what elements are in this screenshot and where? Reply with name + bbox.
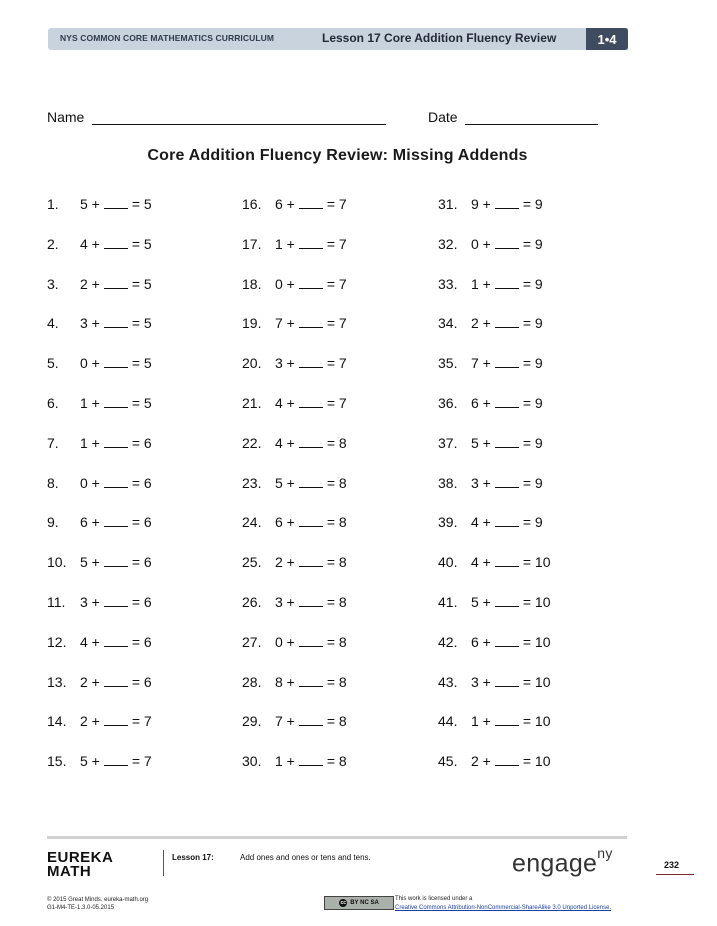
problem-number: 43. <box>438 673 458 690</box>
answer-blank[interactable] <box>299 315 323 328</box>
problem-equation <box>275 674 347 690</box>
problem-equation <box>471 475 543 491</box>
answer-blank[interactable] <box>104 713 128 726</box>
page-number-underline <box>656 874 694 875</box>
answer-blank[interactable] <box>495 594 519 607</box>
sum: = 7 <box>326 235 347 252</box>
answer-blank[interactable] <box>299 634 323 647</box>
addend: 1 + <box>80 395 100 411</box>
answer-blank[interactable] <box>299 594 323 607</box>
answer-blank[interactable] <box>299 355 323 368</box>
problem-number: 33. <box>438 275 458 292</box>
problem-number: 19. <box>242 315 262 332</box>
problem-number: 27. <box>242 633 262 650</box>
answer-blank[interactable] <box>495 276 519 289</box>
addend: 2 + <box>80 673 100 690</box>
answer-blank[interactable] <box>299 435 323 448</box>
addend: 5 + <box>471 594 491 610</box>
sum: = 9 <box>522 355 543 372</box>
answer-blank[interactable] <box>104 674 128 687</box>
problem-equation <box>471 554 551 570</box>
problem-equation <box>80 713 152 729</box>
sum: = 8 <box>326 673 347 690</box>
problem-number: 16. <box>242 196 262 212</box>
copyright-line-1: © 2015 Great Minds. eureka-math.org <box>47 897 149 903</box>
problem-equation <box>275 315 347 331</box>
problem-equation <box>275 355 347 371</box>
sum: = 10 <box>522 673 551 690</box>
sum: = 6 <box>131 554 152 571</box>
addend: 2 + <box>275 554 295 571</box>
sum: = 7 <box>326 315 347 332</box>
sum: = 8 <box>326 554 347 571</box>
problem-number: 30. <box>242 753 262 770</box>
footer-lesson-label: Lesson 17: <box>172 853 214 862</box>
problem-number: 35. <box>438 355 458 372</box>
addend: 4 + <box>80 633 100 650</box>
problem-equation <box>275 554 347 570</box>
problem-number: 40. <box>438 554 458 571</box>
addend: 5 + <box>275 474 295 491</box>
answer-blank[interactable] <box>104 395 128 408</box>
sum: = 7 <box>131 713 152 730</box>
module-badge: 1•4 <box>586 28 628 50</box>
answer-blank[interactable] <box>495 713 519 726</box>
problem-number: 34. <box>438 315 458 332</box>
sum: = 10 <box>522 633 551 650</box>
answer-blank[interactable] <box>299 276 323 289</box>
sum: = 6 <box>131 514 152 531</box>
sum: = 9 <box>522 196 543 212</box>
sum: = 6 <box>131 673 152 690</box>
page-number: 232 <box>664 860 680 870</box>
answer-blank[interactable] <box>495 554 519 567</box>
problem-number: 18. <box>242 275 262 292</box>
problem-number: 26. <box>242 594 262 610</box>
date-label: Date <box>428 109 458 125</box>
problem-number: 29. <box>242 713 262 730</box>
addend: 1 + <box>275 235 295 252</box>
footer-topic: Add ones and ones or tens and tens. <box>240 853 371 862</box>
sum: = 9 <box>522 474 543 491</box>
addend: 6 + <box>275 514 295 531</box>
problem-equation <box>471 276 543 292</box>
addend: 7 + <box>275 713 295 730</box>
addend: 9 + <box>471 196 491 212</box>
addend: 2 + <box>471 315 491 332</box>
answer-blank[interactable] <box>104 475 128 488</box>
sum: = 5 <box>131 315 152 332</box>
problem-number: 10. <box>47 554 67 571</box>
logo-line-2: MATH <box>47 863 92 880</box>
problem-number: 44. <box>438 713 458 730</box>
answer-blank[interactable] <box>495 475 519 488</box>
addend: 2 + <box>80 275 100 292</box>
logo-line-1: EUREKA <box>47 849 114 866</box>
problem-number: 22. <box>242 434 262 451</box>
problem-equation <box>80 196 152 212</box>
problem-equation <box>80 514 152 530</box>
sum: = 5 <box>131 355 152 372</box>
problem-number: 41. <box>438 594 458 610</box>
answer-blank[interactable] <box>104 196 128 209</box>
problem-number: 25. <box>242 554 262 571</box>
curriculum-label: NYS COMMON CORE MATHEMATICS CURRICULUM <box>60 33 275 43</box>
sum: = 8 <box>326 474 347 491</box>
sum: = 10 <box>522 713 551 730</box>
sum: = 8 <box>326 713 347 730</box>
addend: 3 + <box>275 594 295 610</box>
answer-blank[interactable] <box>299 196 323 209</box>
sum: = 7 <box>326 275 347 292</box>
engageny-logo <box>512 845 613 878</box>
problem-number: 12. <box>47 633 67 650</box>
problem-number: 36. <box>438 395 458 411</box>
ny-text: ny <box>597 845 613 861</box>
addend: 3 + <box>471 673 491 690</box>
addend: 1 + <box>80 434 100 451</box>
sum: = 8 <box>326 514 347 531</box>
engage-text: engage <box>512 849 598 878</box>
sum: = 6 <box>131 594 152 610</box>
problem-equation <box>80 753 152 769</box>
problem-equation <box>80 395 152 411</box>
problem-number: 21. <box>242 395 262 411</box>
problem-number: 38. <box>438 474 458 491</box>
answer-blank[interactable] <box>495 355 519 368</box>
problem-equation <box>471 753 551 769</box>
answer-blank[interactable] <box>495 395 519 408</box>
sum: = 7 <box>131 753 152 770</box>
problem-equation <box>471 594 551 610</box>
answer-blank[interactable] <box>299 236 323 249</box>
problem-equation <box>275 196 347 212</box>
sum: = 5 <box>131 196 152 212</box>
answer-blank[interactable] <box>104 236 128 249</box>
sum: = 7 <box>326 355 347 372</box>
problem-number: 17. <box>242 235 262 252</box>
answer-blank[interactable] <box>495 634 519 647</box>
sum: = 6 <box>131 633 152 650</box>
problem-equation <box>275 276 347 292</box>
addend: 6 + <box>80 514 100 531</box>
problem-number: 14. <box>47 713 67 730</box>
answer-blank[interactable] <box>299 753 323 766</box>
problem-equation <box>471 514 543 530</box>
answer-blank[interactable] <box>495 236 519 249</box>
problem-number: 32. <box>438 235 458 252</box>
problem-number: 3. <box>47 275 59 292</box>
sum: = 8 <box>326 753 347 770</box>
addend: 5 + <box>80 196 100 212</box>
problem-number: 2. <box>47 235 59 252</box>
answer-blank[interactable] <box>104 435 128 448</box>
sum: = 8 <box>326 594 347 610</box>
problem-equation <box>80 276 152 292</box>
answer-blank[interactable] <box>299 475 323 488</box>
problem-equation <box>275 395 347 411</box>
problem-equation <box>80 634 152 650</box>
addend: 7 + <box>275 315 295 332</box>
problem-number: 9. <box>47 514 59 531</box>
copyright <box>47 896 148 912</box>
answer-blank[interactable] <box>495 315 519 328</box>
date-field[interactable] <box>465 124 598 125</box>
problem-number: 4. <box>47 315 59 332</box>
problem-number: 13. <box>47 673 67 690</box>
problem-equation <box>471 355 543 371</box>
problem-equation <box>471 395 543 411</box>
problem-number: 1. <box>47 196 59 212</box>
sum: = 10 <box>522 554 551 571</box>
problem-equation <box>275 514 347 530</box>
lesson-title: Lesson 17 Core Addition Fluency Review <box>322 31 557 45</box>
addend: 7 + <box>471 355 491 372</box>
answer-blank[interactable] <box>299 395 323 408</box>
addend: 2 + <box>471 753 491 770</box>
addend: 4 + <box>80 235 100 252</box>
addend: 3 + <box>471 474 491 491</box>
answer-blank[interactable] <box>299 674 323 687</box>
sum: = 9 <box>522 235 543 252</box>
answer-blank[interactable] <box>104 554 128 567</box>
sum: = 5 <box>131 275 152 292</box>
problem-equation <box>471 713 551 729</box>
sum: = 9 <box>522 434 543 451</box>
addend: 3 + <box>80 594 100 610</box>
addend: 5 + <box>80 753 100 770</box>
addend: 0 + <box>471 235 491 252</box>
answer-blank[interactable] <box>495 196 519 209</box>
answer-blank[interactable] <box>104 514 128 527</box>
answer-blank[interactable] <box>104 315 128 328</box>
problem-number: 7. <box>47 434 59 451</box>
problem-equation <box>80 355 152 371</box>
problem-equation <box>275 753 347 769</box>
problem-equation <box>80 236 152 252</box>
sum: = 5 <box>131 395 152 411</box>
addend: 6 + <box>471 395 491 411</box>
problem-equation <box>80 594 152 610</box>
problem-equation <box>275 594 347 610</box>
problem-number: 31. <box>438 196 458 212</box>
addend: 0 + <box>80 355 100 372</box>
license-link[interactable]: Creative Commons Attribution-NonCommercial-ShareAlike 3.0 Unported License. <box>395 905 612 911</box>
problem-number: 23. <box>242 474 262 491</box>
problem-number: 37. <box>438 434 458 451</box>
problem-number: 15. <box>47 753 67 770</box>
problem-equation <box>80 674 152 690</box>
answer-blank[interactable] <box>104 276 128 289</box>
sum: = 7 <box>326 395 347 411</box>
name-field[interactable] <box>92 124 386 125</box>
answer-blank[interactable] <box>495 514 519 527</box>
problem-number: 42. <box>438 633 458 650</box>
addend: 6 + <box>471 633 491 650</box>
answer-blank[interactable] <box>299 713 323 726</box>
sum: = 5 <box>131 235 152 252</box>
answer-blank[interactable] <box>104 634 128 647</box>
problem-equation <box>471 315 543 331</box>
problem-equation <box>471 196 543 212</box>
problem-number: 24. <box>242 514 262 531</box>
addend: 3 + <box>275 355 295 372</box>
answer-blank[interactable] <box>104 355 128 368</box>
addend: 0 + <box>80 474 100 491</box>
problem-equation <box>275 475 347 491</box>
sum: = 6 <box>131 474 152 491</box>
addend: 4 + <box>471 514 491 531</box>
problem-equation <box>471 236 543 252</box>
addend: 3 + <box>80 315 100 332</box>
eureka-math-logo <box>47 851 113 879</box>
problem-equation <box>80 554 152 570</box>
worksheet-title: Core Addition Fluency Review: Missing Addends <box>147 147 528 164</box>
sum: = 9 <box>522 315 543 332</box>
sum: = 7 <box>326 196 347 212</box>
sum: = 10 <box>522 753 551 770</box>
addend: 5 + <box>80 554 100 571</box>
problem-number: 20. <box>242 355 262 372</box>
problem-number: 39. <box>438 514 458 531</box>
answer-blank[interactable] <box>104 594 128 607</box>
sum: = 6 <box>131 434 152 451</box>
addend: 1 + <box>471 713 491 730</box>
addend: 0 + <box>275 275 295 292</box>
addend: 4 + <box>471 554 491 571</box>
copyright-line-2: G1-M4-TE-1.3.0-05.2015 <box>47 905 115 911</box>
sum: = 9 <box>522 395 543 411</box>
footer-divider <box>47 836 627 839</box>
problem-equation <box>275 713 347 729</box>
problem-equation <box>471 634 551 650</box>
problem-equation <box>471 435 543 451</box>
problem-number: 6. <box>47 395 59 411</box>
addend: 5 + <box>471 434 491 451</box>
problem-equation <box>471 674 551 690</box>
name-label: Name <box>47 109 85 125</box>
answer-blank[interactable] <box>299 554 323 567</box>
addend: 0 + <box>275 633 295 650</box>
problem-equation <box>275 435 347 451</box>
problem-equation <box>275 634 347 650</box>
creative-commons-badge[interactable] <box>324 896 394 910</box>
addend: 1 + <box>471 275 491 292</box>
license-text <box>395 895 611 913</box>
answer-blank[interactable] <box>495 435 519 448</box>
sum: = 9 <box>522 514 543 531</box>
problem-number: 8. <box>47 474 59 491</box>
answer-blank[interactable] <box>104 753 128 766</box>
sum: = 10 <box>522 594 551 610</box>
problem-number: 5. <box>47 355 59 372</box>
problem-equation <box>80 315 152 331</box>
sum: = 8 <box>326 434 347 451</box>
problem-equation <box>80 475 152 491</box>
addend: 1 + <box>275 753 295 770</box>
problem-number: 11. <box>47 594 66 610</box>
addend: 4 + <box>275 395 295 411</box>
sum: = 9 <box>522 275 543 292</box>
addend: 6 + <box>275 196 295 212</box>
sum: = 8 <box>326 633 347 650</box>
addend: 2 + <box>80 713 100 730</box>
answer-blank[interactable] <box>495 674 519 687</box>
footer-vertical-divider <box>163 850 164 876</box>
problem-equation <box>275 236 347 252</box>
cc-badge-text: BY NC SA <box>350 900 379 906</box>
problem-number: 28. <box>242 673 262 690</box>
answer-blank[interactable] <box>299 514 323 527</box>
addend: 8 + <box>275 673 295 690</box>
addend: 4 + <box>275 434 295 451</box>
license-line-1: This work is licensed under a <box>395 896 473 902</box>
cc-icon: cc <box>340 900 346 906</box>
problem-equation <box>80 435 152 451</box>
problem-number: 45. <box>438 753 458 770</box>
answer-blank[interactable] <box>495 753 519 766</box>
